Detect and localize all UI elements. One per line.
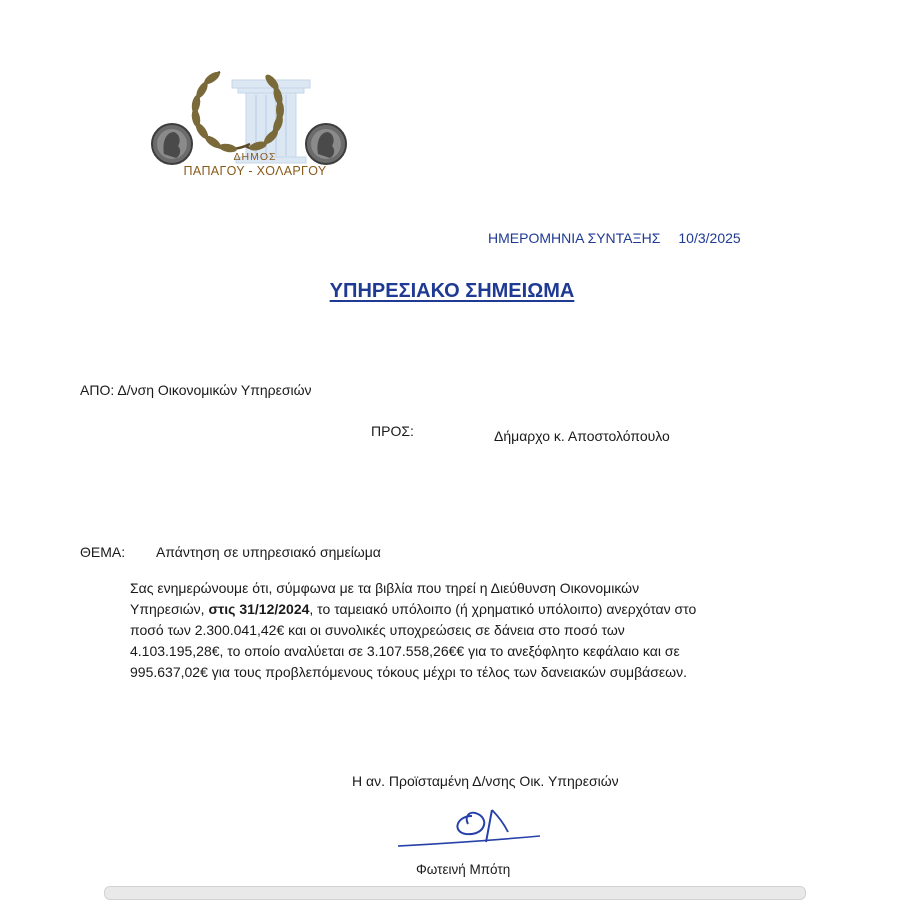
handwritten-signature bbox=[394, 802, 544, 852]
body-line-2 bbox=[130, 599, 770, 620]
signer-name: Φωτεινή Μπότη bbox=[416, 862, 511, 877]
horizontal-scrollbar[interactable] bbox=[104, 886, 806, 900]
body-line-2-end: , το ταμειακό υπόλοιπο (ή χρηματικό υπόλοιπο) ανερχόταν στο bbox=[309, 601, 697, 617]
body-line-2-start: Υπηρεσιών, bbox=[130, 601, 209, 617]
body-paragraph bbox=[130, 578, 770, 683]
logo-text-municipality: ΔΗΜΟΣ bbox=[233, 151, 277, 163]
logo-text-name: ΠΑΠΑΓΟΥ - ΧΟΛΑΡΓΟΥ bbox=[183, 164, 327, 178]
subject-label: ΘΕΜΑ: bbox=[80, 544, 126, 560]
body-line-3: ποσό των 2.300.041,42€ και οι συνολικές υποχρεώσεις σε δάνεια στο ποσό των bbox=[130, 622, 625, 638]
date-value: 10/3/2025 bbox=[678, 230, 741, 246]
document-title-text: ΥΠΗΡΕΣΙΑΚΟ ΣΗΜΕΙΩΜΑ bbox=[329, 280, 575, 302]
signer-role: Η αν. Προϊσταμένη Δ/νσης Οικ. Υπηρεσιών bbox=[352, 773, 619, 789]
to-label: ΠΡΟΣ: bbox=[371, 423, 414, 439]
document-title bbox=[0, 280, 904, 303]
date-label: ΗΜΕΡΟΜΗΝΙΑ ΣΥΝΤΑΞΗΣ bbox=[488, 230, 661, 246]
body-line-4: 4.103.195,28€, το οποίο αναλύεται σε 3.107.558,26€€ για το ανεξόφλητο κεφάλαιο και σε bbox=[130, 643, 680, 659]
to-value: Δήμαρχο κ. Αποστολόπουλο bbox=[494, 428, 670, 444]
body-line-1: Σας ενημερώνουμε ότι, σύμφωνα με τα βιβλία που τηρεί η Διεύθυνση Οικονομικών bbox=[130, 580, 640, 596]
body-line-2-date: στις 31/12/2024 bbox=[208, 601, 310, 617]
composition-date bbox=[488, 230, 741, 246]
from-line: ΑΠΟ: Δ/νση Οικονομικών Υπηρεσιών bbox=[80, 382, 312, 398]
body-line-5: 995.637,02€ για τους προβλεπόμενους τόκους μέχρι το τέλος των δανειακών συμβάσεων. bbox=[130, 664, 687, 680]
subject-value: Απάντηση σε υπηρεσιακό σημείωμα bbox=[156, 544, 381, 560]
